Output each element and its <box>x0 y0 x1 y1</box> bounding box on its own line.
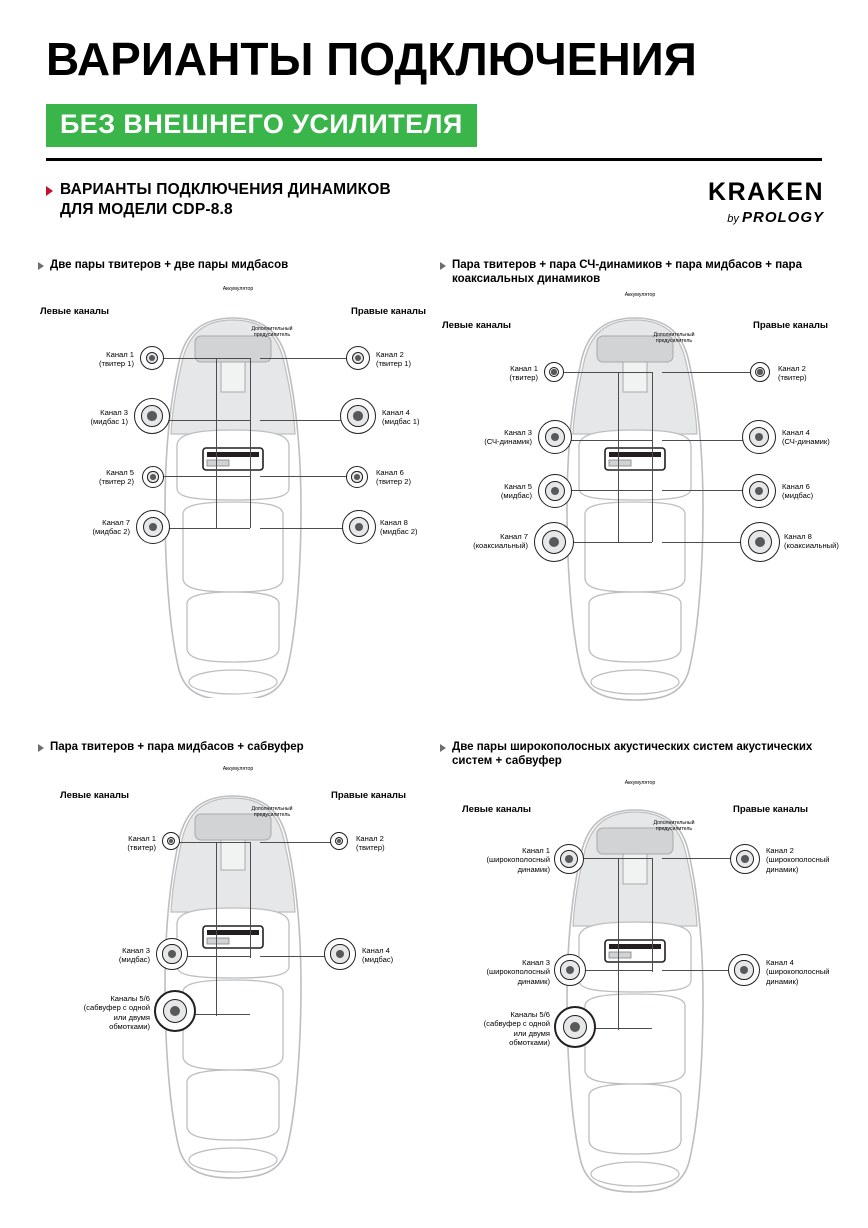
speaker-right-4 <box>340 398 376 434</box>
speaker-right-6 <box>346 466 368 488</box>
speaker-left-3 <box>554 954 586 986</box>
speaker-left-1 <box>554 844 584 874</box>
speaker-left-5 <box>538 474 572 508</box>
label-left-subwoofer: Каналы 5/6 (сабвуфер с одной или двумя обмотками) <box>483 1010 550 1048</box>
speaker-right-2 <box>346 346 370 370</box>
brand-name: KRAKEN <box>708 178 824 206</box>
speaker-left-5 <box>142 466 164 488</box>
label-left-1: Канал 1 (широкополосный динамик) <box>486 846 550 874</box>
battery-label: Аккумулятор <box>624 292 656 298</box>
triangle-bullet-icon <box>440 744 446 752</box>
preamp-label-1: Дополнительный <box>653 820 695 826</box>
speaker-left-3 <box>156 938 188 970</box>
panel-3 <box>38 740 438 1180</box>
preamp-label-1: Дополнительный <box>251 326 293 332</box>
left-channels-heading: Левые каналы <box>462 804 532 815</box>
panel-2 <box>440 258 840 712</box>
label-left-3: Канал 3 (мидбас) <box>118 946 150 965</box>
right-channels-heading: Правые каналы <box>753 320 828 331</box>
label-right-8: Канал 8 (мидбас 2) <box>380 518 418 537</box>
battery-label: Аккумулятор <box>222 766 254 772</box>
label-left-subwoofer: Каналы 5/6 (сабвуфер с одной или двумя обмотками) <box>83 994 150 1032</box>
panel-4 <box>440 740 840 1194</box>
header-divider <box>46 158 822 161</box>
panel-3-heading <box>38 740 438 754</box>
brand-logo <box>708 178 824 226</box>
speaker-left-1 <box>544 362 564 382</box>
triangle-bullet-icon <box>440 262 446 270</box>
label-right-4: Канал 4 (СЧ-динамик) <box>782 428 830 447</box>
panel-3-diagram <box>38 760 428 1180</box>
label-left-1: Канал 1 (твитер) <box>509 364 538 383</box>
label-right-4: Канал 4 (широкополосный динамик) <box>766 958 830 986</box>
label-right-2: Канал 2 (твитер) <box>778 364 807 383</box>
label-left-3: Канал 3 (СЧ-динамик) <box>484 428 532 447</box>
left-channels-heading: Левые каналы <box>60 790 130 801</box>
battery-label: Аккумулятор <box>624 780 656 786</box>
label-left-3: Канал 3 (мидбас 1) <box>90 408 128 427</box>
speaker-left-1 <box>140 346 164 370</box>
speaker-left-1 <box>162 832 180 850</box>
speaker-right-6 <box>742 474 776 508</box>
label-left-5: Канал 5 (твитер 2) <box>99 468 134 487</box>
speaker-right-4 <box>728 954 760 986</box>
panel-1-diagram <box>38 278 428 698</box>
speaker-right-2 <box>330 832 348 850</box>
panel-4-heading-text: Две пары широкополосных акустических систем акустических систем + сабвуфер <box>452 741 813 767</box>
triangle-bullet-icon <box>38 744 44 752</box>
panel-2-diagram <box>440 292 839 712</box>
label-left-7: Канал 7 (мидбас 2) <box>92 518 130 537</box>
label-left-1: Канал 1 (твитер) <box>127 834 156 853</box>
label-right-6: Канал 6 (твитер 2) <box>376 468 411 487</box>
panel-3-heading-text: Пара твитеров + пара мидбасов + сабвуфер <box>50 741 304 753</box>
preamp-label-2: предусилитель <box>253 812 291 818</box>
brand-parent: PROLOGY <box>741 209 824 226</box>
preamp-label-1: Дополнительный <box>251 806 293 812</box>
panel-1-heading <box>38 258 438 272</box>
label-right-2: Канал 2 (твитер 1) <box>376 350 411 369</box>
speaker-right-8 <box>342 510 376 544</box>
brand-by: by <box>727 213 739 225</box>
triangle-bullet-icon <box>46 186 53 196</box>
speaker-right-4 <box>742 420 776 454</box>
preamp-label-2: предусилитель <box>253 332 291 338</box>
battery-label: Аккумулятор <box>222 286 254 292</box>
subtitle-banner: БЕЗ ВНЕШНЕГО УСИЛИТЕЛЯ <box>46 104 477 147</box>
label-left-7: Канал 7 (коаксиальный) <box>473 532 528 551</box>
triangle-bullet-icon <box>38 262 44 270</box>
preamp-label-2: предусилитель <box>655 826 693 832</box>
panel-2-heading-text: Пара твитеров + пара СЧ-динамиков + пара мидбасов + пара коаксиальных динамиков <box>452 259 802 285</box>
preamp-label-1: Дополнительный <box>653 332 695 338</box>
left-channels-heading: Левые каналы <box>442 320 512 331</box>
label-left-1: Канал 1 (твитер 1) <box>99 350 134 369</box>
car-top-view <box>38 760 428 1180</box>
section-heading-line2: ДЛЯ МОДЕЛИ CDP-8.8 <box>60 201 233 218</box>
speaker-right-2 <box>730 844 760 874</box>
label-right-2: Канал 2 (широкополосный динамик) <box>766 846 830 874</box>
preamp-label-2: предусилитель <box>655 338 693 344</box>
car-top-view <box>38 278 428 698</box>
section-heading <box>46 180 566 220</box>
speaker-left-7 <box>534 522 574 562</box>
speaker-left-3 <box>134 398 170 434</box>
right-channels-heading: Правые каналы <box>331 790 406 801</box>
speaker-subwoofer <box>554 1006 596 1048</box>
speaker-left-3 <box>538 420 572 454</box>
panel-2-heading <box>440 258 840 286</box>
speaker-subwoofer <box>154 990 196 1032</box>
section-heading-line1: ВАРИАНТЫ ПОДКЛЮЧЕНИЯ ДИНАМИКОВ <box>60 181 391 198</box>
right-channels-heading: Правые каналы <box>733 804 808 815</box>
speaker-right-2 <box>750 362 770 382</box>
left-channels-heading: Левые каналы <box>40 306 110 317</box>
label-right-8: Канал 8 (коаксиальный) <box>784 532 839 551</box>
page-title: ВАРИАНТЫ ПОДКЛЮЧЕНИЯ <box>46 33 697 85</box>
label-right-2: Канал 2 (твитер) <box>356 834 385 853</box>
label-right-4: Канал 4 (мидбас) <box>362 946 394 965</box>
label-right-6: Канал 6 (мидбас) <box>782 482 814 501</box>
label-left-5: Канал 5 (мидбас) <box>500 482 532 501</box>
label-right-4: Канал 4 (мидбас 1) <box>382 408 420 427</box>
panel-1 <box>38 258 438 698</box>
speaker-left-7 <box>136 510 170 544</box>
panel-4-heading <box>440 740 840 768</box>
label-left-3: Канал 3 (широкополосный динамик) <box>486 958 550 986</box>
panel-4-diagram <box>440 774 830 1194</box>
speaker-right-8 <box>740 522 780 562</box>
speaker-right-4 <box>324 938 356 970</box>
panel-1-heading-text: Две пары твитеров + две пары мидбасов <box>50 259 289 271</box>
right-channels-heading: Правые каналы <box>351 306 426 317</box>
